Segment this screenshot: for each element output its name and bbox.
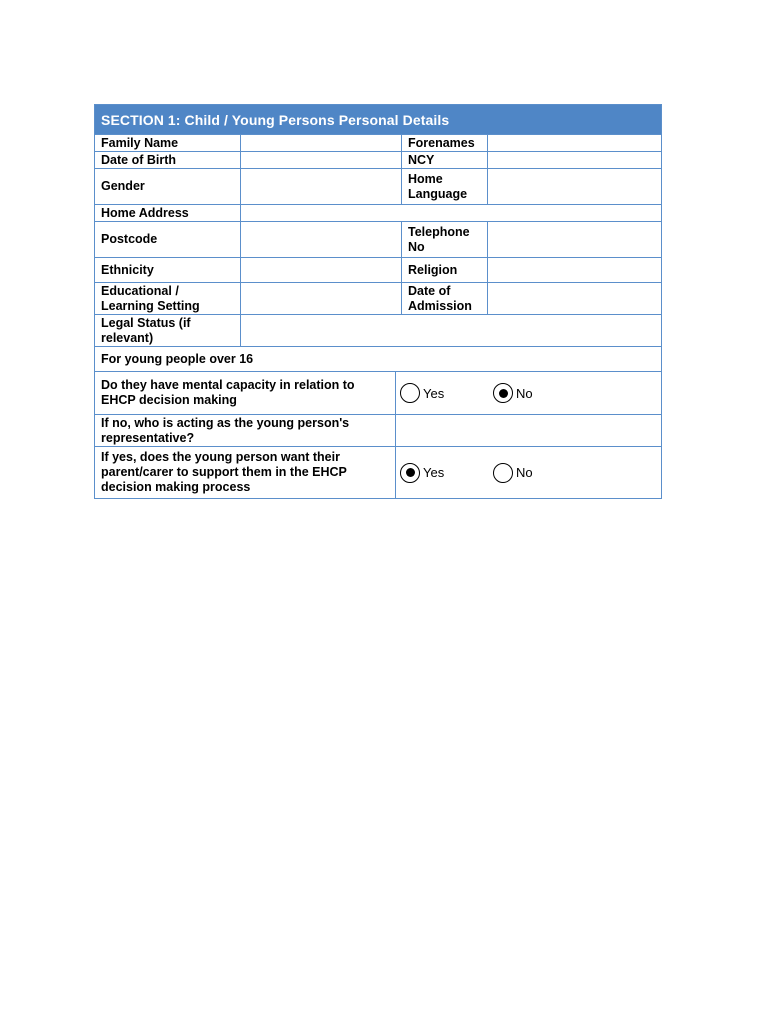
capacity-no-option[interactable] — [493, 383, 533, 403]
dob-label: Date of Birth — [95, 152, 241, 168]
capacity-yes-label: Yes — [423, 385, 445, 401]
personal-details-form — [94, 104, 662, 499]
forenames-label: Forenames — [402, 135, 488, 151]
row-home-address — [95, 205, 661, 222]
parent-support-no-option[interactable] — [493, 463, 533, 483]
setting-field[interactable] — [241, 283, 402, 314]
family-name-label: Family Name — [95, 135, 241, 151]
home-language-label: Home Language — [402, 169, 488, 204]
parent-support-no-radio[interactable] — [493, 463, 513, 483]
parent-support-yes-label: Yes — [423, 465, 445, 480]
capacity-no-label: No — [516, 385, 533, 401]
postcode-field[interactable] — [241, 222, 402, 257]
gender-label: Gender — [95, 169, 241, 204]
capacity-question: Do they have mental capacity in relation to EHCP decision making — [95, 372, 396, 414]
gender-field[interactable] — [241, 169, 402, 204]
legal-status-field[interactable] — [241, 315, 661, 346]
parent-support-no-label: No — [516, 465, 533, 480]
ncy-field[interactable] — [488, 152, 661, 168]
row-gender — [95, 169, 661, 205]
representative-field[interactable] — [396, 415, 661, 446]
parent-support-yes-option[interactable] — [400, 463, 444, 483]
telephone-field[interactable] — [488, 222, 661, 257]
religion-field[interactable] — [488, 258, 661, 282]
home-address-label: Home Address — [95, 205, 241, 221]
parent-support-question: If yes, does the young person want their parent/carer to support them in the EHCP decision making process — [95, 447, 396, 498]
home-address-field[interactable] — [241, 205, 661, 221]
postcode-label: Postcode — [95, 222, 241, 257]
capacity-options — [396, 372, 661, 414]
row-capacity — [95, 372, 661, 415]
setting-label: Educational / Learning Setting — [95, 283, 241, 314]
representative-question: If no, who is acting as the young person's representative? — [95, 415, 396, 446]
over16-heading: For young people over 16 — [101, 351, 254, 366]
ethnicity-label: Ethnicity — [95, 258, 241, 282]
row-over16-heading — [95, 347, 661, 372]
telephone-label: Telephone No — [402, 222, 488, 257]
parent-support-yes-radio[interactable] — [400, 463, 420, 483]
capacity-yes-radio[interactable] — [400, 383, 420, 403]
row-postcode — [95, 222, 661, 258]
row-dob — [95, 152, 661, 169]
row-parent-support — [95, 447, 661, 498]
capacity-yes-option[interactable] — [400, 383, 444, 403]
row-setting — [95, 283, 661, 315]
row-representative — [95, 415, 661, 447]
row-legal-status — [95, 315, 661, 347]
ncy-label: NCY — [402, 152, 488, 168]
ethnicity-field[interactable] — [241, 258, 402, 282]
row-ethnicity — [95, 258, 661, 283]
home-language-field[interactable] — [488, 169, 661, 204]
dob-field[interactable] — [241, 152, 402, 168]
family-name-field[interactable] — [241, 135, 402, 151]
religion-label: Religion — [402, 258, 488, 282]
parent-support-options — [396, 447, 661, 498]
capacity-no-radio[interactable] — [493, 383, 513, 403]
legal-status-label: Legal Status (if relevant) — [95, 315, 241, 346]
row-family-name — [95, 135, 661, 152]
section-title: SECTION 1: Child / Young Persons Personal Details — [95, 105, 661, 135]
forenames-field[interactable] — [488, 135, 661, 151]
admission-field[interactable] — [488, 283, 661, 314]
admission-label: Date of Admission — [402, 283, 488, 314]
